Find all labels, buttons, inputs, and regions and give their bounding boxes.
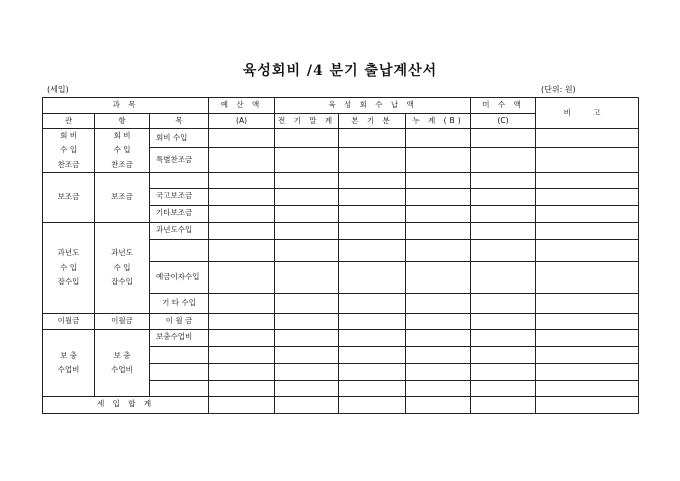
table-cell [275,313,339,329]
table-cell [471,129,536,148]
header-uncollected-sub: (C) [471,114,536,129]
table-cell [339,261,406,293]
table-cell [406,222,471,239]
table-cell [339,313,406,329]
table-cell [150,346,209,363]
table-cell [406,313,471,329]
revenue-ledger-table [42,97,639,414]
table-cell [275,172,339,188]
header-hang: 항 [95,114,150,129]
header-budget-sub: (A) [209,114,275,129]
table-cell [471,293,536,313]
gwan-prior-year-income: 과년도 수 입 잡수입 [43,222,95,313]
table-cell [471,363,536,380]
table-cell [471,313,536,329]
table-cell [339,239,406,261]
table-cell [406,172,471,188]
table-cell [536,396,639,413]
table-cell [536,363,639,380]
table-cell [471,380,536,396]
table-cell [471,188,536,205]
table-cell [536,293,639,313]
mok-other-income: 기 타 수입 [150,293,209,313]
table-cell [209,380,275,396]
table-cell [536,261,639,293]
document-title: 육성회비 /4 분기 출납계산서 [242,63,438,79]
table-cell [536,129,639,148]
table-cell [536,172,639,188]
hang-supplementary-fee: 보 충 수업비 [95,329,150,396]
table-cell [275,380,339,396]
table-cell [339,222,406,239]
table-cell [209,222,275,239]
table-cell [406,293,471,313]
unit-label: (단위: 원) [541,85,576,94]
gwan-supplementary-fee: 보 충 수업비 [43,329,95,396]
table-cell [275,222,339,239]
table-cell [471,346,536,363]
hang-carryover: 이월금 [95,313,150,329]
table-cell [536,222,639,239]
table-cell [209,148,275,172]
table-cell [209,172,275,188]
table-cell [275,346,339,363]
table-cell [209,329,275,346]
table-cell [471,222,536,239]
table-cell [536,188,639,205]
mok-other-subsidy: 기타보조금 [150,205,209,222]
table-cell [339,329,406,346]
table-cell [536,329,639,346]
table-cell [536,205,639,222]
table-cell [406,129,471,148]
table-cell [275,363,339,380]
table-cell [209,239,275,261]
table-cell [275,261,339,293]
table-cell [339,346,406,363]
table-cell [209,205,275,222]
table-cell [536,239,639,261]
gwan-subsidy: 보조금 [43,172,95,222]
table-cell [275,129,339,148]
mok-national-subsidy: 국고보조금 [150,188,209,205]
table-cell [209,261,275,293]
table-cell [536,148,639,172]
table-cell [471,205,536,222]
table-cell [406,363,471,380]
header-remarks: 비 고 [536,98,639,129]
header-cumulative: 누 계 (B) [406,114,471,129]
header-account: 과 목 [43,98,209,114]
table-cell [406,346,471,363]
table-cell [406,261,471,293]
table-cell [339,293,406,313]
table-cell [339,129,406,148]
table-cell [209,188,275,205]
table-cell [471,261,536,293]
table-cell [275,293,339,313]
mok-fee-income: 회비 수입 [150,129,209,148]
section-label: (세입) [47,85,69,94]
mok-supplementary-fee: 보충수업비 [150,329,209,346]
table-cell [275,396,339,413]
table-cell [471,396,536,413]
table-cell [406,239,471,261]
table-cell [339,188,406,205]
hang-prior-year-income: 과년도 수 입 잡수입 [95,222,150,313]
table-cell [536,313,639,329]
table-cell [339,380,406,396]
header-previous: 전 기 말 계 [275,114,339,129]
mok-prior-year-income: 과년도수입 [150,222,209,239]
table-cell [275,148,339,172]
table-cell [406,329,471,346]
gwan-fee-income: 회 비 수 입 찬조금 [43,129,95,173]
table-cell [406,148,471,172]
table-cell [275,205,339,222]
header-budget: 예 산 액 [209,98,275,114]
table-cell [536,346,639,363]
table-cell [275,329,339,346]
table-cell [209,129,275,148]
table-cell [209,396,275,413]
mok-interest-income: 예금이자수입 [150,261,209,293]
table-cell [339,363,406,380]
table-cell [209,363,275,380]
table-cell [150,239,209,261]
table-cell [209,346,275,363]
table-cell [406,188,471,205]
table-cell [339,205,406,222]
header-uncollected: 미 수 액 [471,98,536,114]
table-cell [471,148,536,172]
table-cell [275,188,339,205]
mok-carryover: 이 월 금 [150,313,209,329]
table-cell [471,329,536,346]
table-cell [275,239,339,261]
header-collection: 육 성 회 수 납 액 [275,98,471,114]
table-cell [471,239,536,261]
table-cell [471,172,536,188]
header-gwan: 관 [43,114,95,129]
table-cell [536,380,639,396]
gwan-carryover: 이월금 [43,313,95,329]
table-cell [209,313,275,329]
header-current: 본 기 분 [339,114,406,129]
table-cell [150,363,209,380]
table-cell [150,172,209,188]
mok-special-donation: 특별찬조금 [150,148,209,172]
hang-subsidy: 보조금 [95,172,150,222]
table-cell [406,205,471,222]
table-cell [339,172,406,188]
table-cell [406,396,471,413]
table-cell [150,380,209,396]
table-cell [339,148,406,172]
hang-fee-income: 회 비 수 입 찬조금 [95,129,150,173]
header-mok: 목 [150,114,209,129]
table-cell [339,396,406,413]
revenue-total-label: 세 입 합 계 [43,396,209,413]
table-cell [209,293,275,313]
table-cell [406,380,471,396]
